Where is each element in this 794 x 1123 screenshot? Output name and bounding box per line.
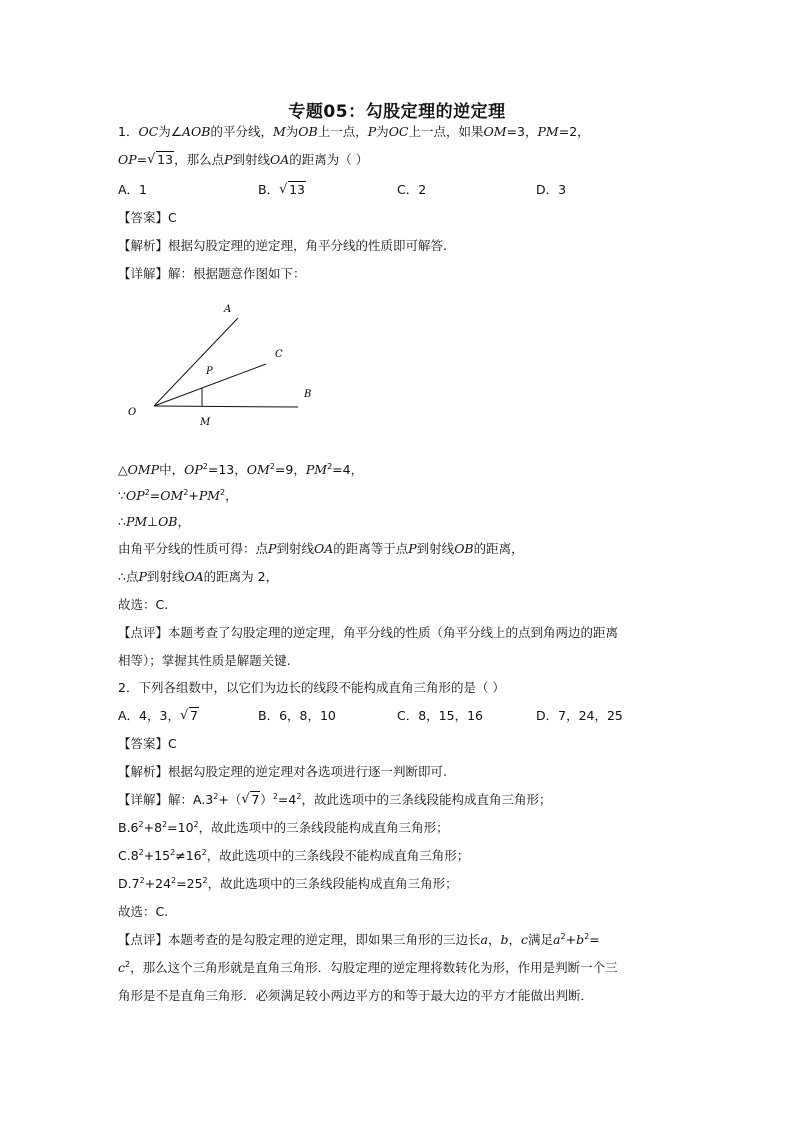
q2-option-c: C．8，15，16	[397, 708, 483, 723]
q2-detail-a: 【详解】解：$A.3^2+$（ √ $7)^2=4^2$，故此选项中的三条线段能构成直角三角形；	[118, 791, 552, 807]
q1-option-c: C．2	[397, 182, 427, 197]
q1-stem-line1: 1．OC为∠AOB的平分线，M为OB上一点，P为OC上一点，如果OM=3，PM=2，	[118, 124, 590, 139]
q1-comment-line2: 相等）；掌握其性质是解题关键.	[118, 653, 291, 668]
q1-comment-line1: 【点评】本题考查了勾股定理的逆定理，角平分线的性质（角平分线上的点到角两边的距离	[118, 625, 619, 640]
q1-step2: $\because OP^2=OM^2+PM^2$，	[118, 487, 238, 503]
q1-step3: ∴PM⊥OB，	[118, 514, 191, 529]
label-b: B	[304, 389, 312, 400]
q2-answer: 【答案】C	[118, 736, 177, 751]
label-c: C	[275, 349, 283, 360]
q2-option-b: B．6，8，10	[258, 708, 336, 723]
q1-option-d: D．3	[536, 182, 567, 197]
q2-choose: 故选：C.	[118, 904, 169, 919]
q2-comment-line2: $c^2$，那么这个三角形就是直角三角形．勾股定理的逆定理将数转化为形，作用是判断一个三	[118, 959, 618, 975]
q2-comment-line3: 角形是不是直角三角形．必须满足较小两边平方的和等于最大边的平方才能做出判断．	[118, 988, 594, 1003]
q2-detail-d: $D.7^2+24^2=25^2$，故此选项中的三条线段能构成直角三角形；	[118, 875, 458, 891]
ray-oa	[154, 318, 238, 406]
q2-detail-b: $B.6^2+8^2=10^2$，故此选项中的三条线段能构成直角三角形；	[118, 819, 449, 835]
sqrt-13: √ 13	[147, 152, 174, 167]
label-o: O	[128, 407, 137, 418]
ray-ob	[154, 406, 298, 407]
q1-stem-line2: OP= √ 13，那么点P到射线OA的距离为（ ）	[118, 150, 368, 170]
q1-step4: 由角平分线的性质可得：点P到射线OA的距离等于点P到射线OB的距离，	[118, 541, 524, 556]
label-a: A	[224, 304, 232, 315]
q2-stem: 2．下列各组数中，以它们为边长的线段不能构成直角三角形的是（ ）	[118, 680, 505, 695]
q1-analysis: 【解析】根据勾股定理的逆定理，角平分线的性质即可解答.	[118, 238, 447, 253]
q1-step1: △OMP中，$OP^2=13$，$OM^2=9$，$PM^2=4$，	[118, 461, 364, 477]
q2-option-a: A．4，3， √ 7	[118, 708, 198, 723]
angle-bisector-diagram	[118, 296, 338, 436]
page-title: 专题05：勾股定理的逆定理	[288, 102, 506, 122]
label-p: P	[206, 366, 213, 377]
q2-analysis: 【解析】根据勾股定理的逆定理对各选项进行逐一判断即可.	[118, 764, 447, 779]
q2-detail-c: $C.8^2+15^2\ne 16^2$，故此选项中的三条线段不能构成直角三角形；	[118, 847, 470, 863]
q1-step5: ∴点P到射线OA的距离为 2，	[118, 569, 279, 584]
q2-comment-line1: 【点评】本题考查的是勾股定理的逆定理，即如果三角形的三边长a，b，c满足$a^2+b^2=$	[118, 931, 600, 947]
q1-choose: 故选：C.	[118, 597, 169, 612]
q2-option-d: D．7，24，25	[536, 708, 623, 723]
q1-option-a: A．1	[118, 182, 148, 197]
label-m: M	[200, 417, 211, 428]
q1-detail: 【详解】解：根据题意作图如下：	[118, 266, 306, 281]
q1-option-b: B． √ 13	[258, 182, 305, 197]
q1-answer: 【答案】C	[118, 210, 177, 225]
